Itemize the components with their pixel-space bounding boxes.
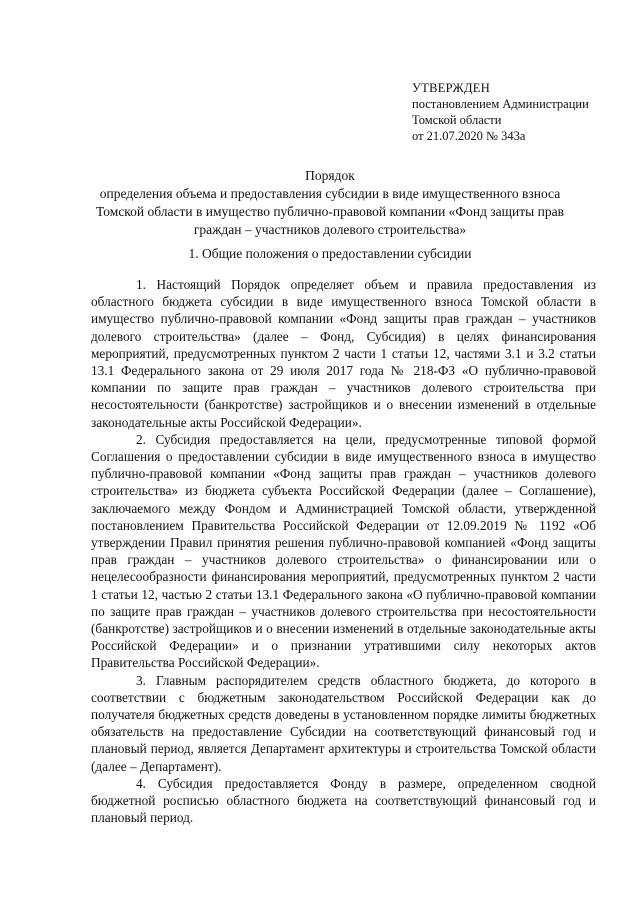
title-line-3: Томской области в имущество публично-правовой компании «Фонд защиты прав xyxy=(96,204,564,219)
paragraph-3: 3. Главным распорядителем средств областного бюджета, до которого в соответствии с бюджетным законодательством Российской Федерации как до получателя бюджетных средств доведены в установленном порядке лимиты бюджетных обязательств на предоставление Субсидии на соответствующий финансовый год и плановый период, является Департамент архитектуры и строительства Томской области (далее – Департамент). xyxy=(91,672,596,774)
document-title xyxy=(60,167,600,239)
title-line-2: определения объема и предоставления субсидии в виде имущественного взноса xyxy=(99,186,561,201)
approval-line-region: Томской области xyxy=(412,113,502,127)
approval-stamp xyxy=(412,80,622,144)
approval-line-date: от 21.07.2020 № 343а xyxy=(412,129,526,143)
document-body xyxy=(91,276,596,827)
paragraph-1: 1. Настоящий Порядок определяет объем и правила предоставления из областного бюджета субсидии в виде имущественного взноса Томской области в имущество публично-правовой компании «Фонд защиты прав граждан – участников долевого строительства» (далее – Фонд, Субсидия) в целях финансирования мероприятий, предусмотренных пунктом 2 части 1 статьи 12, частями 3.1 и 3.2 статьи 13.1 Федерального закона от 29 июля 2017 года № 218-ФЗ «О публично-правовой компании по защите прав граждан – участников долевого строительства при несостоятельности (банкротстве) застройщиков и о внесении изменений в отдельные законодательные акты Российской Федерации». xyxy=(91,277,596,430)
paragraph-2: 2. Субсидия предоставляется на цели, предусмотренные типовой формой Соглашения о предоставлении субсидии в виде имущественного взноса в имущество публично-правовой компании «Фонд защиты прав граждан – участников долевого строительства» из бюджета субъекта Российской Федерации (далее – Соглашение), заключаемого между Фондом и Администрацией Томской области, утвержденной постановлением Правительства Российской Федерации от 12.09.2019 № 1192 «Об утверждении Правил принятия решения публично-правовой компанией «Фонд защиты прав граждан – участников долевого строительства» о финансировании или о нецелесообразности финансирования мероприятий, предусмотренных пунктом 2 части 1 статьи 12, частью 2 статьи 13.1 Федерального закона «О публично-правовой компании по защите прав граждан – участников долевого строительства при несостоятельности (банкротстве) застройщиков и о внесении изменений в отдельные законодательные акты Российской Федерации» и о признании утратившими силу некоторых актов Правительства Российской Федерации». xyxy=(91,431,596,671)
title-line-4: граждан – участников долевого строительства» xyxy=(193,222,467,237)
section-heading: 1. Общие положения о предоставлении субсидии xyxy=(188,246,472,261)
title-line-1: Порядок xyxy=(305,168,355,183)
approval-heading: УТВЕРЖДЕН xyxy=(412,81,491,95)
approval-line-authority: постановлением Администрации xyxy=(412,97,589,111)
paragraph-4: 4. Субсидия предоставляется Фонду в размере, определенном сводной бюджетной росписью областного бюджета на соответствующий финансовый год и плановый период. xyxy=(91,775,596,826)
